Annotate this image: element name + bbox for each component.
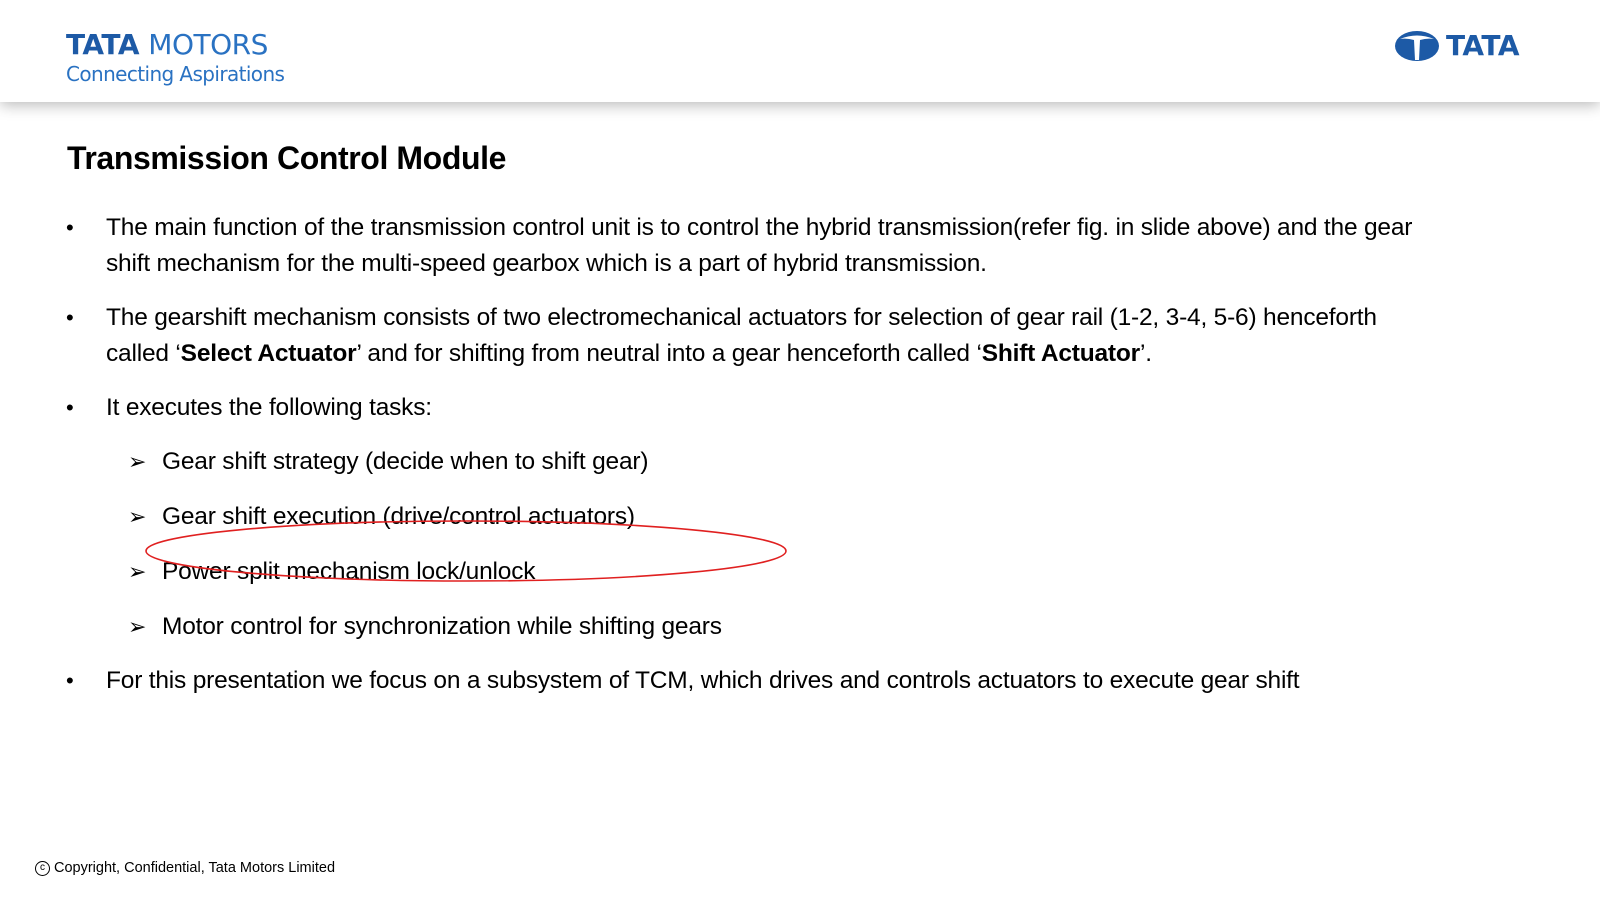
sub-bullet-arrow-icon: ➢ [128, 504, 147, 529]
sub-bullet-arrow-icon: ➢ [128, 559, 147, 584]
bullet-text: It executes the following tasks: [106, 394, 432, 421]
bullet-item [66, 210, 1426, 282]
slide-title: Transmission Control Module [67, 140, 507, 176]
slide-header [0, 0, 1600, 102]
bullet-dot: • [66, 215, 74, 240]
footer-text: Copyright, Confidential, Tata Motors Limited [54, 860, 336, 876]
brand-primary: TATA [66, 28, 140, 61]
bullet-item [66, 300, 1426, 372]
bullet-text-part: ’ and for shifting from neutral into a gear henceforth called ‘ [356, 340, 982, 367]
tata-motors-logo [66, 28, 284, 86]
sub-bullet-text: Motor control for synchronization while shifting gears [162, 613, 722, 640]
bullet-text-part: ’. [1139, 340, 1152, 367]
right-logo-text: TATA [1446, 29, 1520, 62]
sub-bullet-item [66, 609, 1426, 645]
sub-bullet-text: Gear shift strategy (decide when to shift gear) [162, 448, 649, 475]
bullet-text: For this presentation we focus on a subsystem of TCM, which drives and controls actuators to execute gear shift [106, 667, 1300, 694]
bullet-item [66, 390, 1426, 426]
sub-bullet-arrow-icon: ➢ [128, 449, 147, 474]
sub-bullet-item [66, 499, 1426, 535]
brand-name [66, 28, 284, 62]
bullet-dot: • [66, 305, 74, 330]
sub-bullet-text: Gear shift execution (drive/control actuators) [162, 503, 635, 530]
shift-actuator-term: Shift Actuator [981, 340, 1140, 367]
brand-secondary: MOTORS [148, 28, 268, 61]
sub-bullet-item [66, 554, 1426, 590]
bullet-dot: • [66, 395, 74, 420]
tata-logo-icon [1394, 30, 1440, 62]
tata-group-logo [1394, 30, 1519, 62]
copyright-icon: c [35, 861, 50, 876]
sub-bullet-text: Power split mechanism lock/unlock [162, 558, 536, 585]
sub-bullet-item [66, 444, 1426, 480]
brand-tagline: Connecting Aspirations [66, 62, 285, 86]
slide-content [66, 210, 1426, 699]
select-actuator-term: Select Actuator [180, 340, 357, 367]
bullet-text-part: The gearshift mechanism consists of two electromechanical actuators for selection of gear rail (1-2, 3-4, 5-6) henceforth called ‘ [106, 304, 1377, 367]
bullet-dot: • [66, 668, 74, 693]
sub-bullet-arrow-icon: ➢ [128, 614, 147, 639]
bullet-item [66, 663, 1426, 699]
bullet-text: The main function of the transmission control unit is to control the hybrid transmission(refer fig. in slide above) and the gear shift mechanism for the multi-speed gearbox which is a part of hybrid transmission. [106, 214, 1413, 277]
footer [35, 858, 335, 878]
